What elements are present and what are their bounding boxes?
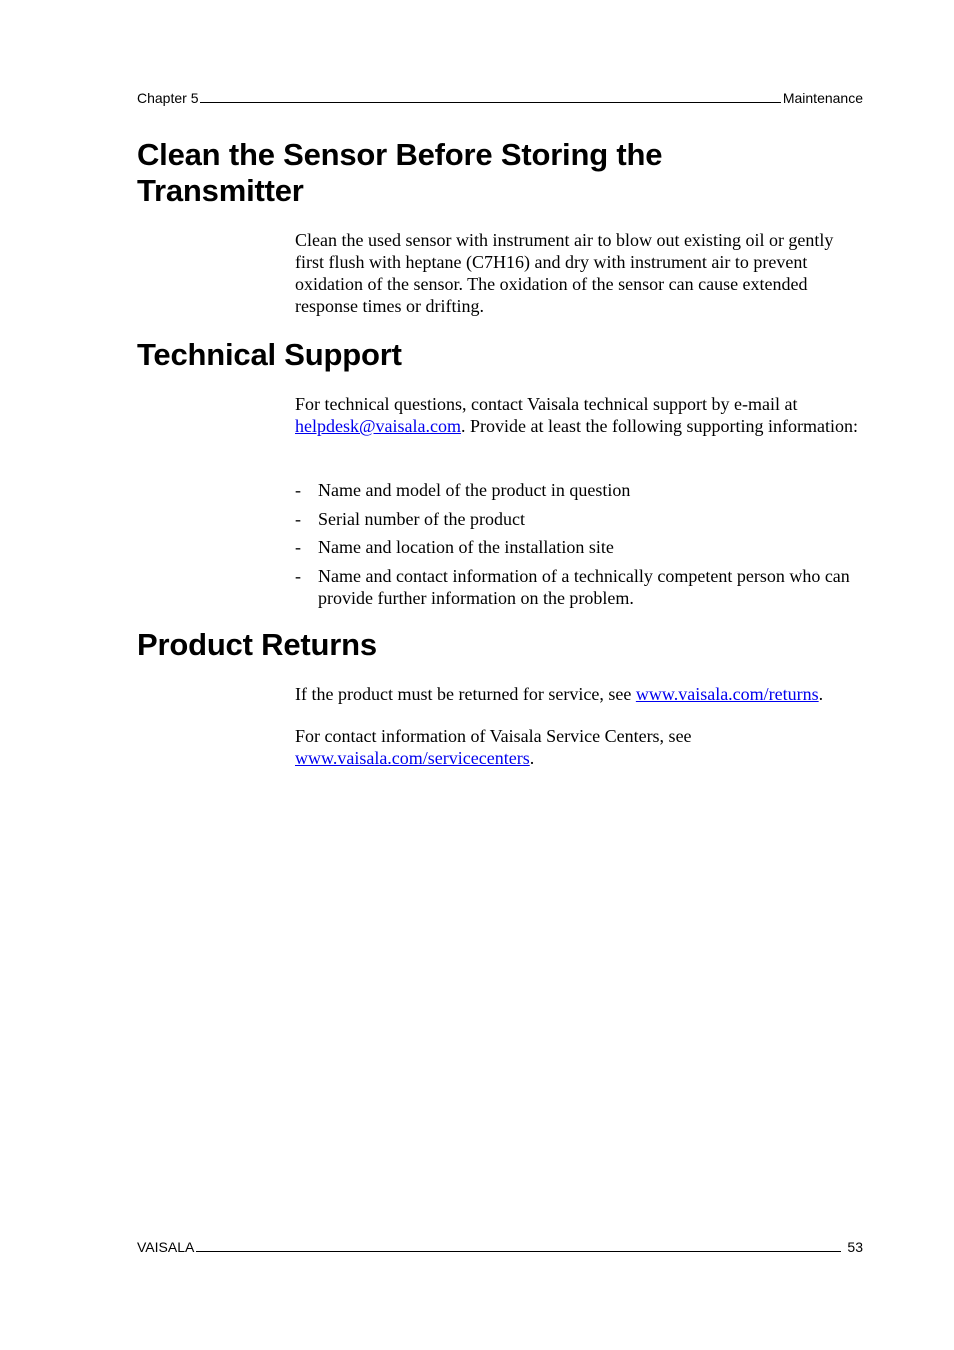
service-centers-text: For contact information of Vaisala Service Centers, see: [295, 726, 692, 746]
service-centers-link[interactable]: www.vaisala.com/servicecenters: [295, 748, 530, 768]
service-centers-paragraph: [295, 725, 865, 769]
list-item-text: Serial number of the product: [318, 508, 525, 529]
list-item: [295, 508, 865, 530]
list-item: [295, 565, 865, 609]
support-intro-text-end: . Provide at least the following supporting information:: [461, 416, 858, 436]
support-intro-paragraph: [295, 393, 865, 437]
dash-bullet: -: [295, 537, 301, 557]
page-footer: [137, 1239, 863, 1255]
support-intro-text: For technical questions, contact Vaisala technical support by e-mail at: [295, 394, 798, 414]
heading-clean-sensor: Clean the Sensor Before Storing the Transmitter: [137, 137, 663, 208]
list-item: [295, 479, 865, 501]
list-item: [295, 536, 865, 558]
heading-technical-support: Technical Support: [137, 337, 402, 372]
service-centers-text-end: .: [529, 748, 535, 768]
clean-sensor-paragraph: Clean the used sensor with instrument air to blow out existing oil or gently first flush with heptane (C7H16) and dry with instrument air to prevent oxidation of the sensor. The oxidation of the sensor can cause extended response times or drifting.: [295, 230, 834, 316]
list-item-text: Name and model of the product in question: [318, 480, 631, 500]
section-label: Maintenance: [782, 90, 863, 106]
dash-bullet: -: [295, 565, 301, 586]
support-info-list: [295, 479, 865, 615]
heading-product-returns: Product Returns: [137, 627, 377, 662]
dash-bullet: -: [295, 480, 301, 500]
list-item-text: Name and location of the installation site: [318, 537, 614, 557]
page-header: [137, 90, 863, 106]
returns-link[interactable]: www.vaisala.com/returns: [635, 684, 819, 704]
dash-bullet: -: [295, 508, 301, 529]
list-item-text: Name and contact information of a technically competent person who can provide further information on the problem.: [318, 565, 850, 608]
returns-paragraph: [295, 683, 895, 705]
page-number: 53: [847, 1239, 863, 1255]
helpdesk-email-link[interactable]: helpdesk@vaisala.com: [295, 416, 462, 436]
company-label: VAISALA: [137, 1239, 195, 1255]
header-rule: [200, 101, 780, 103]
returns-text: If the product must be returned for service, see: [295, 684, 636, 704]
returns-text-end: .: [818, 684, 824, 704]
footer-rule: [196, 1250, 841, 1252]
chapter-label: Chapter 5: [137, 90, 199, 106]
